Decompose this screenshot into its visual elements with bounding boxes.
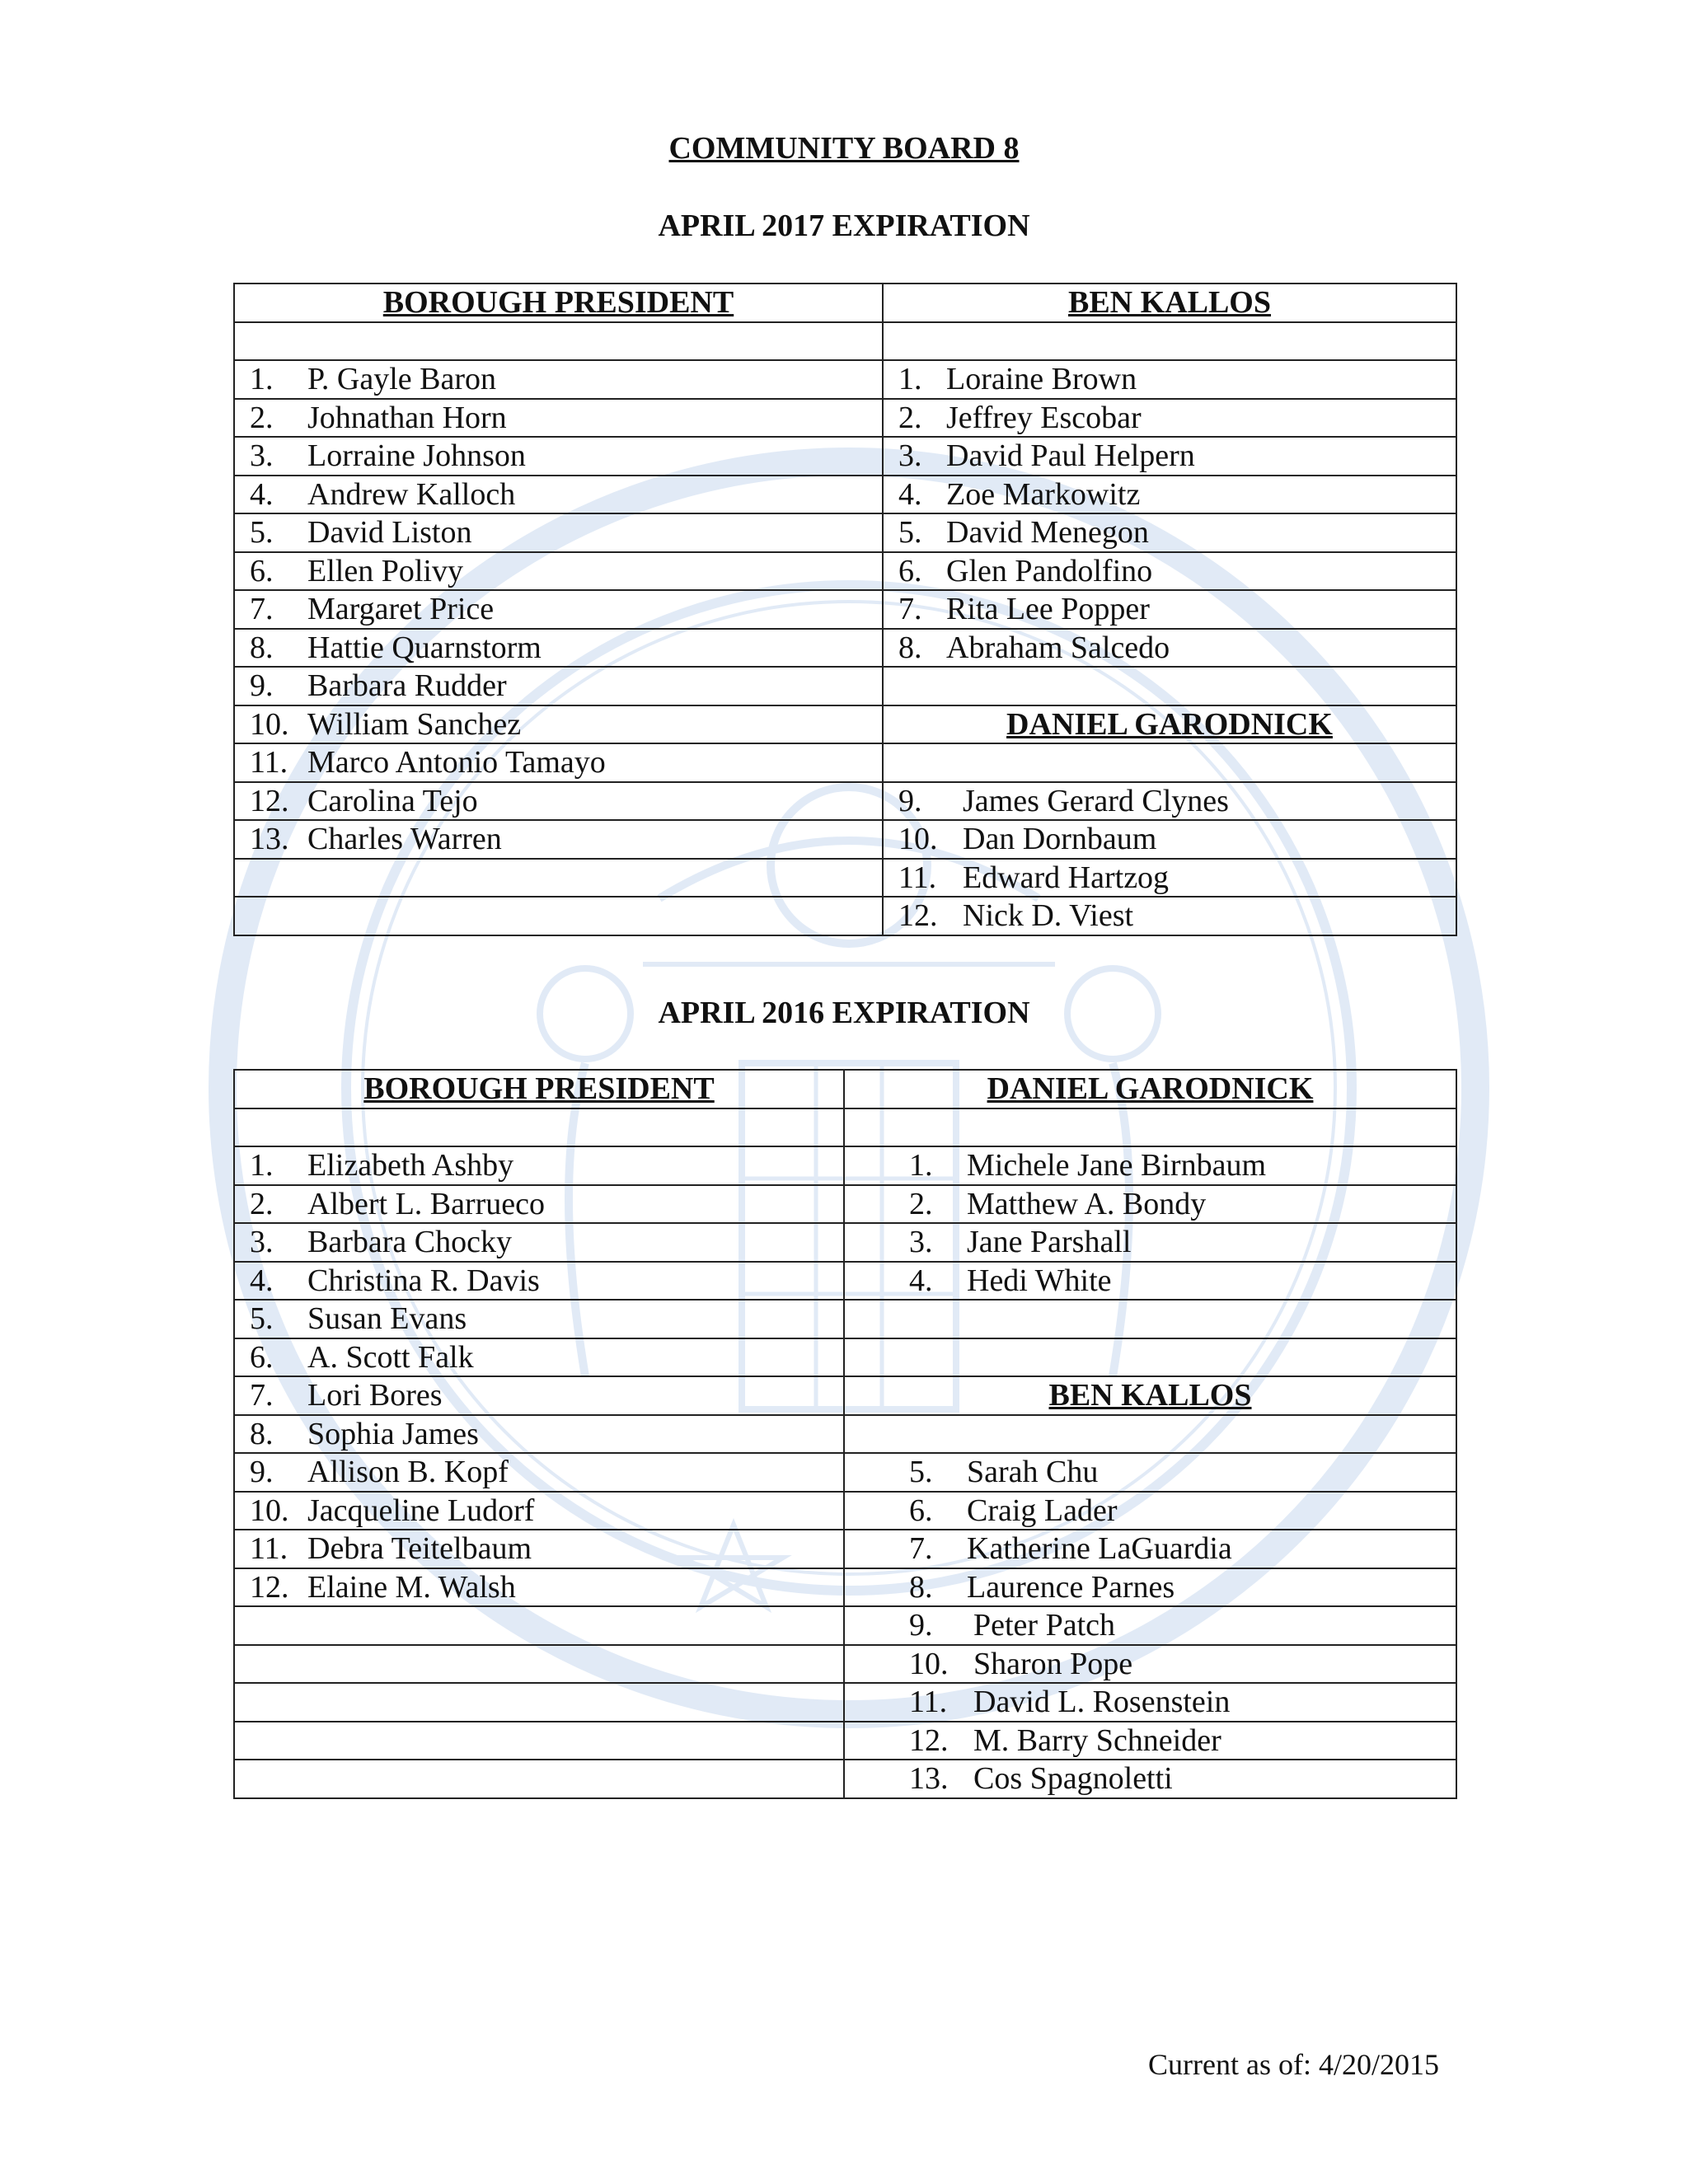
member-entry	[845, 1569, 1456, 1605]
member-entry	[845, 1147, 1456, 1183]
member-number: 9.	[909, 1608, 933, 1643]
member-name: Barbara Rudder	[307, 668, 507, 704]
member-cell	[844, 1645, 1456, 1684]
member-name: Allison B. Kopf	[307, 1455, 509, 1490]
member-entry	[845, 1646, 1456, 1682]
member-number: 10.	[250, 706, 289, 742]
member-cell	[844, 1760, 1456, 1798]
empty-cell	[234, 322, 883, 361]
member-number: 1.	[898, 362, 922, 397]
column-header: BOROUGH PRESIDENT	[234, 1070, 844, 1108]
member-cell	[883, 590, 1456, 629]
member-name: David Paul Helpern	[946, 438, 1195, 474]
member-number: 7.	[250, 1378, 274, 1413]
member-number: 1.	[250, 1148, 274, 1183]
member-entry	[235, 476, 882, 513]
table-row	[234, 1146, 1456, 1185]
member-cell	[883, 476, 1456, 514]
member-number: 6.	[250, 553, 274, 588]
member-entry	[235, 1263, 843, 1299]
table-row	[234, 1070, 1456, 1108]
section-2016-heading: APRIL 2016 EXPIRATION	[658, 996, 1030, 1030]
table-row	[234, 859, 1456, 898]
member-name: Albert L. Barrueco	[307, 1186, 546, 1221]
empty-cell	[844, 1338, 1456, 1377]
member-number: 11.	[250, 745, 288, 780]
member-name: Craig Lader	[967, 1493, 1118, 1528]
member-number: 3.	[898, 438, 922, 474]
member-number: 11.	[909, 1685, 948, 1720]
member-name: Matthew A. Bondy	[967, 1186, 1207, 1221]
member-name: Johnathan Horn	[307, 400, 507, 435]
empty-cell	[234, 1606, 844, 1645]
member-cell	[234, 1185, 844, 1224]
member-entry	[235, 1224, 843, 1260]
member-cell	[883, 437, 1456, 476]
member-cell	[844, 1568, 1456, 1607]
member-name: Elaine M. Walsh	[307, 1569, 516, 1605]
member-entry	[845, 1607, 1456, 1643]
member-cell	[844, 1722, 1456, 1760]
member-entry	[235, 1186, 843, 1222]
member-entry	[235, 1493, 843, 1529]
member-name: Rita Lee Popper	[946, 592, 1150, 627]
member-entry	[235, 821, 882, 857]
member-cell	[844, 1453, 1456, 1492]
member-number: 5.	[898, 515, 922, 551]
member-number: 4.	[898, 476, 922, 512]
table-row	[234, 1645, 1456, 1684]
table-row	[234, 1338, 1456, 1377]
member-cell	[883, 629, 1456, 668]
member-number: 6.	[898, 553, 922, 588]
member-cell	[844, 1492, 1456, 1530]
table-row	[234, 284, 1456, 322]
member-name: Jacqueline Ludorf	[307, 1493, 535, 1528]
member-number: 8.	[250, 630, 274, 665]
member-entry	[884, 783, 1456, 819]
member-entry	[235, 1301, 843, 1337]
table-row	[234, 1185, 1456, 1224]
member-cell	[234, 1492, 844, 1530]
member-name: Zoe Markowitz	[946, 476, 1141, 512]
member-entry	[845, 1722, 1456, 1759]
member-number: 7.	[250, 592, 274, 627]
member-entry	[235, 361, 882, 397]
member-number: 3.	[250, 1225, 274, 1260]
member-entry	[884, 821, 1456, 857]
member-number: 8.	[250, 1416, 274, 1451]
member-name: Andrew Kalloch	[307, 476, 516, 512]
member-cell	[234, 399, 883, 438]
member-name: Loraine Brown	[946, 362, 1137, 397]
member-number: 2.	[250, 400, 274, 435]
member-entry	[235, 668, 882, 704]
member-name: Susan Evans	[307, 1301, 467, 1337]
member-entry	[235, 706, 882, 743]
member-cell	[883, 360, 1456, 399]
table-row	[234, 552, 1456, 591]
member-cell	[234, 437, 883, 476]
member-cell	[234, 1415, 844, 1454]
member-entry	[884, 400, 1456, 436]
member-name: Laurence Parnes	[967, 1569, 1175, 1605]
table-row	[234, 476, 1456, 514]
member-cell	[844, 1530, 1456, 1568]
member-name: M. Barry Schneider	[973, 1722, 1221, 1758]
table-row	[234, 1415, 1456, 1454]
member-entry	[235, 1339, 843, 1376]
member-entry	[235, 744, 882, 780]
roster-table-2017	[233, 283, 1457, 936]
member-number: 3.	[909, 1225, 933, 1260]
member-number: 6.	[250, 1339, 274, 1375]
member-entry	[884, 630, 1456, 666]
empty-cell	[883, 322, 1456, 361]
table-row	[234, 322, 1456, 361]
member-number: 13.	[250, 822, 289, 857]
member-entry	[235, 630, 882, 666]
member-cell	[844, 1262, 1456, 1301]
member-cell	[234, 782, 883, 821]
member-entry	[235, 514, 882, 551]
member-name: Barbara Chocky	[307, 1225, 512, 1260]
member-name: Debra Teitelbaum	[307, 1531, 532, 1567]
member-name: Sharon Pope	[973, 1646, 1133, 1681]
member-name: Jeffrey Escobar	[946, 400, 1142, 435]
empty-cell	[234, 1722, 844, 1760]
table-row	[234, 1760, 1456, 1798]
table-row	[234, 513, 1456, 552]
empty-cell	[844, 1415, 1456, 1454]
member-cell	[234, 1300, 844, 1338]
member-name: Elizabeth Ashby	[307, 1148, 514, 1183]
table-row	[234, 705, 1456, 744]
member-entry	[235, 783, 882, 819]
member-name: Hattie Quarnstorm	[307, 630, 542, 665]
member-cell	[234, 629, 883, 668]
member-number: 3.	[250, 438, 274, 474]
member-name: Margaret Price	[307, 592, 495, 627]
member-cell	[844, 1185, 1456, 1224]
member-cell	[844, 1223, 1456, 1262]
member-cell	[234, 476, 883, 514]
table-row	[234, 399, 1456, 438]
member-entry	[235, 1147, 843, 1183]
member-entry	[235, 591, 882, 627]
table-row	[234, 1492, 1456, 1530]
table-row	[234, 1376, 1456, 1415]
column-header: BOROUGH PRESIDENT	[234, 284, 883, 322]
member-number: 12.	[898, 898, 938, 934]
member-name: A. Scott Falk	[307, 1339, 474, 1375]
member-number: 1.	[909, 1148, 933, 1183]
member-name: Lori Bores	[307, 1378, 443, 1413]
member-cell	[883, 399, 1456, 438]
member-name: David L. Rosenstein	[973, 1685, 1231, 1720]
member-entry	[845, 1760, 1456, 1797]
member-cell	[234, 1453, 844, 1492]
empty-cell	[234, 859, 883, 898]
table-row	[234, 1262, 1456, 1301]
member-cell	[883, 513, 1456, 552]
member-entry	[235, 1377, 843, 1413]
column-header: BEN KALLOS	[844, 1376, 1456, 1415]
table-row	[234, 1722, 1456, 1760]
empty-cell	[234, 1683, 844, 1722]
current-as-of-note: Current as of: 4/20/2015	[1148, 2048, 1439, 2081]
table-row	[234, 743, 1456, 782]
member-cell	[234, 590, 883, 629]
member-number: 10.	[909, 1646, 949, 1681]
member-entry	[845, 1454, 1456, 1490]
member-number: 12.	[250, 783, 289, 818]
member-name: Hedi White	[967, 1263, 1112, 1298]
table-row	[234, 1530, 1456, 1568]
member-number: 7.	[898, 592, 922, 627]
table-row	[234, 782, 1456, 821]
member-entry	[845, 1530, 1456, 1567]
member-name: David Liston	[307, 515, 472, 551]
member-cell	[234, 705, 883, 744]
member-number: 5.	[909, 1455, 933, 1490]
member-entry	[884, 438, 1456, 474]
document-title-text: COMMUNITY BOARD 8	[668, 131, 1020, 166]
member-cell	[883, 820, 1456, 859]
member-cell	[234, 743, 883, 782]
table-row	[234, 897, 1456, 935]
table-row	[234, 629, 1456, 668]
member-number: 2.	[250, 1186, 274, 1221]
member-number: 12.	[909, 1722, 949, 1758]
member-entry	[884, 898, 1456, 934]
member-entry	[884, 476, 1456, 513]
member-number: 1.	[250, 362, 274, 397]
member-name: Edward Hartzog	[963, 860, 1170, 895]
member-entry	[235, 438, 882, 474]
member-cell	[883, 552, 1456, 591]
member-cell	[234, 667, 883, 705]
column-header: BEN KALLOS	[883, 284, 1456, 322]
member-number: 5.	[250, 1301, 274, 1337]
member-cell	[844, 1606, 1456, 1645]
member-name: Peter Patch	[973, 1608, 1116, 1643]
member-entry	[235, 1530, 843, 1567]
table-row	[234, 1606, 1456, 1645]
table-row	[234, 1453, 1456, 1492]
member-name: Nick D. Viest	[963, 898, 1134, 934]
member-name: Abraham Salcedo	[946, 630, 1170, 665]
table-row	[234, 590, 1456, 629]
table-row	[234, 1300, 1456, 1338]
member-number: 5.	[250, 515, 274, 551]
member-name: Ellen Polivy	[307, 553, 463, 588]
member-name: Sarah Chu	[967, 1455, 1099, 1490]
member-entry	[884, 553, 1456, 589]
member-number: 11.	[250, 1531, 288, 1567]
member-cell	[234, 552, 883, 591]
member-cell	[234, 820, 883, 859]
empty-cell	[844, 1108, 1456, 1147]
member-number: 4.	[909, 1263, 933, 1298]
member-cell	[883, 897, 1456, 935]
member-cell	[883, 859, 1456, 898]
member-number: 7.	[909, 1531, 933, 1567]
member-entry	[235, 1569, 843, 1605]
member-number: 9.	[250, 668, 274, 704]
member-name: Sophia James	[307, 1416, 479, 1451]
column-header: DANIEL GARODNICK	[844, 1070, 1456, 1108]
section-2017-heading: APRIL 2017 EXPIRATION	[658, 209, 1030, 243]
table-row	[234, 1108, 1456, 1147]
member-cell	[234, 360, 883, 399]
member-name: Dan Dornbaum	[963, 822, 1157, 857]
member-entry	[235, 1454, 843, 1490]
member-entry	[845, 1493, 1456, 1529]
member-entry	[235, 1416, 843, 1452]
empty-cell	[234, 1645, 844, 1684]
member-cell	[234, 1338, 844, 1377]
member-number: 8.	[909, 1569, 933, 1605]
member-cell	[234, 513, 883, 552]
roster-table-2016	[233, 1069, 1457, 1799]
empty-cell	[234, 897, 883, 935]
member-name: Glen Pandolfino	[946, 553, 1153, 588]
empty-cell	[883, 743, 1456, 782]
member-entry	[884, 361, 1456, 397]
table-row	[234, 1568, 1456, 1607]
member-entry	[845, 1263, 1456, 1299]
member-number: 10.	[250, 1493, 289, 1528]
document-title	[0, 130, 1688, 166]
member-name: Michele Jane Birnbaum	[967, 1148, 1267, 1183]
member-entry	[845, 1186, 1456, 1222]
member-name: James Gerard Clynes	[963, 783, 1229, 818]
table-row	[234, 1683, 1456, 1722]
empty-cell	[883, 667, 1456, 705]
member-cell	[234, 1376, 844, 1415]
member-entry	[845, 1224, 1456, 1260]
member-number: 11.	[898, 860, 937, 895]
member-cell	[844, 1146, 1456, 1185]
member-entry	[845, 1684, 1456, 1720]
member-number: 2.	[909, 1186, 933, 1221]
member-entry	[235, 400, 882, 436]
member-number: 10.	[898, 822, 938, 857]
member-name: Lorraine Johnson	[307, 438, 526, 474]
member-entry	[235, 553, 882, 589]
member-name: David Menegon	[946, 515, 1149, 551]
member-name: P. Gayle Baron	[307, 362, 497, 397]
member-cell	[234, 1146, 844, 1185]
member-number: 2.	[898, 400, 922, 435]
member-number: 8.	[898, 630, 922, 665]
table-row	[234, 1223, 1456, 1262]
member-number: 13.	[909, 1761, 949, 1797]
member-number: 12.	[250, 1569, 289, 1605]
empty-cell	[234, 1760, 844, 1798]
member-name: Carolina Tejo	[307, 783, 478, 818]
column-header: DANIEL GARODNICK	[883, 705, 1456, 744]
member-name: Katherine LaGuardia	[967, 1531, 1232, 1567]
table-row	[234, 360, 1456, 399]
member-cell	[234, 1262, 844, 1301]
member-number: 4.	[250, 476, 274, 512]
member-name: Charles Warren	[307, 822, 502, 857]
empty-cell	[844, 1300, 1456, 1338]
member-cell	[883, 782, 1456, 821]
member-entry	[884, 860, 1456, 896]
member-entry	[884, 514, 1456, 551]
member-entry	[884, 591, 1456, 627]
member-cell	[844, 1683, 1456, 1722]
member-number: 9.	[250, 1455, 274, 1490]
member-number: 6.	[909, 1493, 933, 1528]
member-name: William Sanchez	[307, 706, 522, 742]
member-cell	[234, 1568, 844, 1607]
table-row	[234, 437, 1456, 476]
table-row	[234, 820, 1456, 859]
member-number: 9.	[898, 783, 922, 818]
member-name: Marco Antonio Tamayo	[307, 745, 606, 780]
member-cell	[234, 1223, 844, 1262]
member-number: 4.	[250, 1263, 274, 1298]
member-name: Jane Parshall	[967, 1225, 1132, 1260]
table-row	[234, 667, 1456, 705]
member-name: Cos Spagnoletti	[973, 1761, 1173, 1797]
empty-cell	[234, 1108, 844, 1147]
member-name: Christina R. Davis	[307, 1263, 540, 1298]
member-cell	[234, 1530, 844, 1568]
